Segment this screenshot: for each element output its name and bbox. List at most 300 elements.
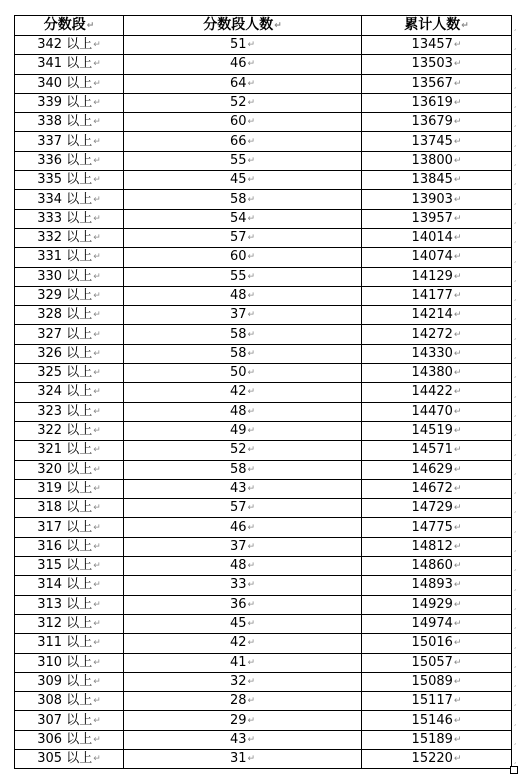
paragraph-mark-icon: ↵ bbox=[93, 213, 101, 224]
table-body bbox=[15, 36, 512, 769]
paragraph-mark-icon: ↵ bbox=[453, 175, 462, 186]
cell-score-range: 320 以上↵ bbox=[15, 460, 124, 479]
table-row bbox=[15, 421, 512, 440]
row-end-marks bbox=[513, 15, 525, 768]
paragraph-mark-icon: ↵ bbox=[247, 348, 256, 359]
cell-score-range: 322 以上↵ bbox=[15, 421, 124, 440]
cell-segment-count: 52↵ bbox=[124, 441, 362, 460]
paragraph-mark-icon: ↵ bbox=[93, 503, 101, 514]
cell-segment-count: 55↵ bbox=[124, 151, 362, 170]
cell-segment-count: 58↵ bbox=[124, 344, 362, 363]
paragraph-mark-icon: ↵ bbox=[453, 734, 462, 745]
paragraph-mark-icon: ↵ bbox=[247, 561, 256, 572]
cell-score-range: 318 以上↵ bbox=[15, 499, 124, 518]
cell-cumulative-count: 14129↵ bbox=[362, 267, 512, 286]
table-row bbox=[15, 402, 512, 421]
paragraph-mark-icon: ↵ bbox=[93, 715, 101, 726]
table-row bbox=[15, 267, 512, 286]
cell-cumulative-count: 13679↵ bbox=[362, 113, 512, 132]
paragraph-mark-icon: ↵ bbox=[247, 40, 256, 51]
row-end-mark-icon: ¸ bbox=[513, 311, 517, 321]
cell-cumulative-count: 15146↵ bbox=[362, 711, 512, 730]
paragraph-mark-icon: ↵ bbox=[247, 233, 256, 244]
cell-score-range: 311 以上↵ bbox=[15, 634, 124, 653]
row-end-mark-icon: ¸ bbox=[513, 253, 517, 263]
cell-score-range: 312 以上↵ bbox=[15, 614, 124, 633]
paragraph-mark-icon: ↵ bbox=[93, 734, 101, 745]
cell-cumulative-count: 14470↵ bbox=[362, 402, 512, 421]
paragraph-mark-icon: ↵ bbox=[247, 406, 256, 417]
cell-segment-count: 57↵ bbox=[124, 228, 362, 247]
row-end-mark-icon: ¸ bbox=[513, 658, 517, 668]
paragraph-mark-icon: ↵ bbox=[247, 387, 256, 398]
cell-segment-count: 37↵ bbox=[124, 537, 362, 556]
row-end-mark-icon: ¸ bbox=[513, 176, 517, 186]
cell-cumulative-count: 13903↵ bbox=[362, 190, 512, 209]
paragraph-mark-icon: ↵ bbox=[247, 638, 256, 649]
cell-cumulative-count: 14893↵ bbox=[362, 576, 512, 595]
cell-score-range: 340 以上↵ bbox=[15, 74, 124, 93]
paragraph-mark-icon: ↵ bbox=[247, 503, 256, 514]
paragraph-mark-icon: ↵ bbox=[247, 213, 256, 224]
cell-segment-count: 45↵ bbox=[124, 614, 362, 633]
cell-segment-count: 60↵ bbox=[124, 248, 362, 267]
cell-score-range: 329 以上↵ bbox=[15, 286, 124, 305]
row-end-mark-icon: ¸ bbox=[513, 118, 517, 128]
cell-segment-count: 57↵ bbox=[124, 499, 362, 518]
table-row bbox=[15, 306, 512, 325]
cell-cumulative-count: 14571↵ bbox=[362, 441, 512, 460]
cell-score-range: 310 以上↵ bbox=[15, 653, 124, 672]
paragraph-mark-icon: ↵ bbox=[247, 522, 256, 533]
cell-score-range: 307 以上↵ bbox=[15, 711, 124, 730]
paragraph-mark-icon: ↵ bbox=[453, 329, 462, 340]
table-row bbox=[15, 672, 512, 691]
cell-score-range: 333 以上↵ bbox=[15, 209, 124, 228]
table-row bbox=[15, 74, 512, 93]
paragraph-mark-icon: ↵ bbox=[93, 657, 101, 668]
table-row bbox=[15, 113, 512, 132]
cell-score-range: 306 以上↵ bbox=[15, 730, 124, 749]
table-row bbox=[15, 518, 512, 537]
paragraph-mark-icon: ↵ bbox=[93, 676, 101, 687]
cell-segment-count: 66↵ bbox=[124, 132, 362, 151]
paragraph-mark-icon: ↵ bbox=[247, 59, 256, 70]
paragraph-mark-icon: ↵ bbox=[453, 483, 462, 494]
cell-score-range: 305 以上↵ bbox=[15, 749, 124, 768]
paragraph-mark-icon: ↵ bbox=[274, 21, 282, 31]
cell-score-range: 308 以上↵ bbox=[15, 692, 124, 711]
paragraph-mark-icon: ↵ bbox=[453, 754, 462, 765]
cell-score-range: 319 以上↵ bbox=[15, 479, 124, 498]
paragraph-mark-icon: ↵ bbox=[247, 483, 256, 494]
cell-segment-count: 33↵ bbox=[124, 576, 362, 595]
row-end-mark-icon: ¸ bbox=[513, 562, 517, 572]
table-row bbox=[15, 248, 512, 267]
paragraph-mark-icon: ↵ bbox=[453, 657, 462, 668]
paragraph-mark-icon: ↵ bbox=[247, 464, 256, 475]
paragraph-mark-icon: ↵ bbox=[93, 271, 101, 282]
paragraph-mark-icon: ↵ bbox=[93, 117, 101, 128]
paragraph-mark-icon: ↵ bbox=[93, 464, 101, 475]
cell-segment-count: 48↵ bbox=[124, 286, 362, 305]
table-row bbox=[15, 151, 512, 170]
paragraph-mark-icon: ↵ bbox=[247, 368, 256, 379]
cell-score-range: 315 以上↵ bbox=[15, 557, 124, 576]
paragraph-mark-icon: ↵ bbox=[93, 329, 101, 340]
header-segment-count: 分数段人数↵ bbox=[124, 16, 362, 36]
cell-score-range: 332 以上↵ bbox=[15, 228, 124, 247]
paragraph-mark-icon: ↵ bbox=[247, 734, 256, 745]
table-row bbox=[15, 576, 512, 595]
paragraph-mark-icon: ↵ bbox=[453, 599, 462, 610]
row-end-mark-icon: ¸ bbox=[513, 79, 517, 89]
cell-segment-count: 58↵ bbox=[124, 460, 362, 479]
cell-segment-count: 29↵ bbox=[124, 711, 362, 730]
row-end-mark-icon: ¸ bbox=[513, 272, 517, 282]
paragraph-mark-icon: ↵ bbox=[453, 619, 462, 630]
row-end-mark-icon: ¸ bbox=[513, 41, 517, 51]
row-end-mark-icon: ¸ bbox=[513, 99, 517, 109]
cell-score-range: 339 以上↵ bbox=[15, 93, 124, 112]
paragraph-mark-icon: ↵ bbox=[247, 271, 256, 282]
paragraph-mark-icon: ↵ bbox=[247, 676, 256, 687]
paragraph-mark-icon: ↵ bbox=[93, 754, 101, 765]
paragraph-mark-icon: ↵ bbox=[247, 291, 256, 301]
cell-segment-count: 43↵ bbox=[124, 730, 362, 749]
paragraph-mark-icon: ↵ bbox=[453, 40, 462, 51]
cell-segment-count: 58↵ bbox=[124, 325, 362, 344]
table-row bbox=[15, 653, 512, 672]
table-row bbox=[15, 55, 512, 74]
row-end-mark-icon: ¸ bbox=[513, 639, 517, 649]
cell-score-range: 316 以上↵ bbox=[15, 537, 124, 556]
paragraph-mark-icon: ↵ bbox=[453, 233, 462, 244]
cell-segment-count: 50↵ bbox=[124, 364, 362, 383]
table-row bbox=[15, 749, 512, 768]
cell-cumulative-count: 14014↵ bbox=[362, 228, 512, 247]
cell-cumulative-count: 15016↵ bbox=[362, 634, 512, 653]
paragraph-mark-icon: ↵ bbox=[453, 117, 462, 128]
row-end-mark-icon: ¸ bbox=[513, 195, 517, 205]
cell-cumulative-count: 14214↵ bbox=[362, 306, 512, 325]
row-end-mark-icon: ¸ bbox=[513, 465, 517, 475]
cell-cumulative-count: 14860↵ bbox=[362, 557, 512, 576]
table-row bbox=[15, 36, 512, 55]
table-row bbox=[15, 711, 512, 730]
cell-cumulative-count: 15089↵ bbox=[362, 672, 512, 691]
cell-segment-count: 48↵ bbox=[124, 557, 362, 576]
cell-score-range: 321 以上↵ bbox=[15, 441, 124, 460]
row-end-mark-icon: ¸ bbox=[513, 292, 517, 302]
paragraph-mark-icon: ↵ bbox=[247, 175, 256, 186]
table-row bbox=[15, 614, 512, 633]
table-row bbox=[15, 286, 512, 305]
paragraph-mark-icon: ↵ bbox=[93, 78, 101, 89]
paragraph-mark-icon: ↵ bbox=[93, 445, 101, 456]
cell-cumulative-count: 13845↵ bbox=[362, 171, 512, 190]
paragraph-mark-icon: ↵ bbox=[247, 252, 256, 263]
cell-cumulative-count: 15220↵ bbox=[362, 749, 512, 768]
cell-cumulative-count: 14380↵ bbox=[362, 364, 512, 383]
paragraph-mark-icon: ↵ bbox=[93, 387, 101, 398]
cell-segment-count: 49↵ bbox=[124, 421, 362, 440]
cell-segment-count: 42↵ bbox=[124, 383, 362, 402]
paragraph-mark-icon: ↵ bbox=[453, 676, 462, 687]
cell-segment-count: 42↵ bbox=[124, 634, 362, 653]
row-end-mark-icon: ¸ bbox=[513, 581, 517, 591]
cell-cumulative-count: 14812↵ bbox=[362, 537, 512, 556]
paragraph-mark-icon: ↵ bbox=[461, 21, 469, 31]
paragraph-mark-icon: ↵ bbox=[247, 155, 256, 166]
paragraph-mark-icon: ↵ bbox=[247, 136, 256, 147]
paragraph-mark-icon: ↵ bbox=[453, 464, 462, 475]
cell-score-range: 313 以上↵ bbox=[15, 595, 124, 614]
cell-segment-count: 32↵ bbox=[124, 672, 362, 691]
paragraph-mark-icon: ↵ bbox=[93, 561, 101, 572]
row-end-mark-icon: ¸ bbox=[513, 620, 517, 630]
row-end-mark-icon: ¸ bbox=[513, 600, 517, 610]
paragraph-mark-icon: ↵ bbox=[93, 310, 101, 321]
cell-score-range: 327 以上↵ bbox=[15, 325, 124, 344]
paragraph-mark-icon: ↵ bbox=[93, 175, 101, 186]
paragraph-mark-icon: ↵ bbox=[93, 155, 101, 166]
paragraph-mark-icon: ↵ bbox=[247, 117, 256, 128]
cell-cumulative-count: 15117↵ bbox=[362, 692, 512, 711]
cell-score-range: 342 以上↵ bbox=[15, 36, 124, 55]
table-header-row bbox=[15, 16, 512, 36]
paragraph-mark-icon: ↵ bbox=[247, 657, 256, 668]
cell-cumulative-count: 14519↵ bbox=[362, 421, 512, 440]
cell-segment-count: 46↵ bbox=[124, 55, 362, 74]
cell-cumulative-count: 14672↵ bbox=[362, 479, 512, 498]
cell-score-range: 338 以上↵ bbox=[15, 113, 124, 132]
paragraph-mark-icon: ↵ bbox=[453, 310, 462, 321]
header-score-range: 分数段↵ bbox=[15, 16, 124, 36]
table-row bbox=[15, 692, 512, 711]
row-end-mark-icon: ¸ bbox=[513, 427, 517, 437]
paragraph-mark-icon: ↵ bbox=[93, 252, 101, 263]
cell-segment-count: 41↵ bbox=[124, 653, 362, 672]
cell-cumulative-count: 14074↵ bbox=[362, 248, 512, 267]
cell-score-range: 314 以上↵ bbox=[15, 576, 124, 595]
paragraph-mark-icon: ↵ bbox=[453, 252, 462, 263]
row-end-mark-icon: ¸ bbox=[513, 755, 517, 765]
cell-cumulative-count: 14330↵ bbox=[362, 344, 512, 363]
cell-segment-count: 31↵ bbox=[124, 749, 362, 768]
cell-cumulative-count: 14775↵ bbox=[362, 518, 512, 537]
cell-cumulative-count: 13619↵ bbox=[362, 93, 512, 112]
row-end-mark-icon: ¸ bbox=[513, 388, 517, 398]
cell-cumulative-count: 15189↵ bbox=[362, 730, 512, 749]
header-cumulative-count: 累计人数↵ bbox=[362, 16, 512, 36]
paragraph-mark-icon: ↵ bbox=[247, 715, 256, 726]
paragraph-mark-icon: ↵ bbox=[247, 696, 256, 707]
cell-cumulative-count: 14729↵ bbox=[362, 499, 512, 518]
table-row bbox=[15, 228, 512, 247]
cell-cumulative-count: 13800↵ bbox=[362, 151, 512, 170]
cell-cumulative-count: 14929↵ bbox=[362, 595, 512, 614]
paragraph-mark-icon: ↵ bbox=[453, 291, 462, 301]
cell-cumulative-count: 13503↵ bbox=[362, 55, 512, 74]
cell-score-range: 330 以上↵ bbox=[15, 267, 124, 286]
score-distribution-table bbox=[14, 15, 512, 769]
cell-segment-count: 52↵ bbox=[124, 93, 362, 112]
cell-segment-count: 45↵ bbox=[124, 171, 362, 190]
paragraph-mark-icon: ↵ bbox=[93, 638, 101, 649]
cell-score-range: 336 以上↵ bbox=[15, 151, 124, 170]
cell-score-range: 325 以上↵ bbox=[15, 364, 124, 383]
row-end-mark-icon: ¸ bbox=[513, 485, 517, 495]
table-row bbox=[15, 479, 512, 498]
row-end-mark-icon: ¸ bbox=[513, 137, 517, 147]
cell-score-range: 335 以上↵ bbox=[15, 171, 124, 190]
paragraph-mark-icon: ↵ bbox=[247, 310, 256, 321]
row-end-mark-icon: ¸ bbox=[513, 350, 517, 360]
cell-cumulative-count: 13567↵ bbox=[362, 74, 512, 93]
cell-segment-count: 46↵ bbox=[124, 518, 362, 537]
paragraph-mark-icon: ↵ bbox=[93, 483, 101, 494]
row-end-mark-icon: ¸ bbox=[513, 330, 517, 340]
table-row bbox=[15, 364, 512, 383]
cell-cumulative-count: 14974↵ bbox=[362, 614, 512, 633]
row-end-mark-icon: ¸ bbox=[513, 446, 517, 456]
table-row bbox=[15, 730, 512, 749]
table-row bbox=[15, 132, 512, 151]
paragraph-mark-icon: ↵ bbox=[247, 754, 256, 765]
paragraph-mark-icon: ↵ bbox=[86, 21, 95, 31]
paragraph-mark-icon: ↵ bbox=[93, 522, 101, 533]
cell-score-range: 328 以上↵ bbox=[15, 306, 124, 325]
cell-score-range: 324 以上↵ bbox=[15, 383, 124, 402]
cell-score-range: 309 以上↵ bbox=[15, 672, 124, 691]
paragraph-mark-icon: ↵ bbox=[453, 194, 462, 205]
table-row bbox=[15, 634, 512, 653]
paragraph-mark-icon: ↵ bbox=[247, 619, 256, 630]
table-row bbox=[15, 499, 512, 518]
row-end-mark-icon: ¸ bbox=[513, 22, 517, 31]
paragraph-mark-icon: ↵ bbox=[453, 696, 462, 707]
row-end-mark-icon: ¸ bbox=[513, 735, 517, 745]
table-row bbox=[15, 325, 512, 344]
table-row bbox=[15, 190, 512, 209]
cell-segment-count: 28↵ bbox=[124, 692, 362, 711]
cell-segment-count: 43↵ bbox=[124, 479, 362, 498]
paragraph-mark-icon: ↵ bbox=[247, 194, 256, 205]
paragraph-mark-icon: ↵ bbox=[453, 59, 462, 70]
row-end-mark-icon: ¸ bbox=[513, 523, 517, 533]
table-row bbox=[15, 595, 512, 614]
row-end-mark-icon: ¸ bbox=[513, 716, 517, 726]
table-row bbox=[15, 441, 512, 460]
cell-score-range: 334 以上↵ bbox=[15, 190, 124, 209]
paragraph-mark-icon: ↵ bbox=[93, 426, 101, 437]
cell-score-range: 331 以上↵ bbox=[15, 248, 124, 267]
cell-cumulative-count: 15057↵ bbox=[362, 653, 512, 672]
paragraph-mark-icon: ↵ bbox=[93, 233, 101, 244]
paragraph-mark-icon: ↵ bbox=[453, 561, 462, 572]
paragraph-mark-icon: ↵ bbox=[453, 426, 462, 437]
paragraph-mark-icon: ↵ bbox=[453, 503, 462, 514]
paragraph-mark-icon: ↵ bbox=[93, 136, 101, 147]
paragraph-mark-icon: ↵ bbox=[93, 599, 101, 610]
cell-segment-count: 36↵ bbox=[124, 595, 362, 614]
cell-cumulative-count: 13745↵ bbox=[362, 132, 512, 151]
table-row bbox=[15, 537, 512, 556]
paragraph-mark-icon: ↵ bbox=[247, 426, 256, 437]
row-end-mark-icon: ¸ bbox=[513, 214, 517, 224]
table-row bbox=[15, 209, 512, 228]
cell-cumulative-count: 14177↵ bbox=[362, 286, 512, 305]
row-end-mark-icon: ¸ bbox=[513, 697, 517, 707]
cell-segment-count: 58↵ bbox=[124, 190, 362, 209]
cell-segment-count: 64↵ bbox=[124, 74, 362, 93]
cell-segment-count: 60↵ bbox=[124, 113, 362, 132]
paragraph-mark-icon: ↵ bbox=[453, 580, 462, 591]
row-end-mark-icon: ¸ bbox=[513, 369, 517, 379]
paragraph-mark-icon: ↵ bbox=[453, 638, 462, 649]
paragraph-mark-icon: ↵ bbox=[93, 59, 101, 70]
paragraph-mark-icon: ↵ bbox=[93, 406, 101, 417]
paragraph-mark-icon: ↵ bbox=[93, 40, 101, 51]
paragraph-mark-icon: ↵ bbox=[453, 98, 462, 109]
paragraph-mark-icon: ↵ bbox=[247, 78, 256, 89]
table-row bbox=[15, 557, 512, 576]
paragraph-mark-icon: ↵ bbox=[453, 271, 462, 282]
cell-score-range: 326 以上↵ bbox=[15, 344, 124, 363]
paragraph-mark-icon: ↵ bbox=[247, 541, 256, 552]
row-end-mark-icon: ¸ bbox=[513, 157, 517, 167]
cell-cumulative-count: 13957↵ bbox=[362, 209, 512, 228]
paragraph-mark-icon: ↵ bbox=[453, 715, 462, 726]
cell-cumulative-count: 14629↵ bbox=[362, 460, 512, 479]
paragraph-mark-icon: ↵ bbox=[247, 580, 256, 591]
cell-cumulative-count: 14272↵ bbox=[362, 325, 512, 344]
cell-cumulative-count: 13457↵ bbox=[362, 36, 512, 55]
cell-segment-count: 37↵ bbox=[124, 306, 362, 325]
table-resize-handle[interactable] bbox=[510, 766, 518, 774]
paragraph-mark-icon: ↵ bbox=[453, 348, 462, 359]
cell-score-range: 317 以上↵ bbox=[15, 518, 124, 537]
paragraph-mark-icon: ↵ bbox=[93, 696, 101, 707]
paragraph-mark-icon: ↵ bbox=[453, 155, 462, 166]
row-end-mark-icon: ¸ bbox=[513, 407, 517, 417]
table-row bbox=[15, 93, 512, 112]
row-end-mark-icon: ¸ bbox=[513, 678, 517, 688]
paragraph-mark-icon: ↵ bbox=[93, 194, 101, 205]
paragraph-mark-icon: ↵ bbox=[93, 580, 101, 591]
paragraph-mark-icon: ↵ bbox=[453, 445, 462, 456]
cell-segment-count: 51↵ bbox=[124, 36, 362, 55]
paragraph-mark-icon: ↵ bbox=[453, 387, 462, 398]
cell-score-range: 323 以上↵ bbox=[15, 402, 124, 421]
row-end-mark-icon: ¸ bbox=[513, 543, 517, 553]
paragraph-mark-icon: ↵ bbox=[93, 291, 101, 301]
paragraph-mark-icon: ↵ bbox=[93, 619, 101, 630]
paragraph-mark-icon: ↵ bbox=[247, 98, 256, 109]
cell-segment-count: 54↵ bbox=[124, 209, 362, 228]
cell-segment-count: 48↵ bbox=[124, 402, 362, 421]
row-end-mark-icon: ¸ bbox=[513, 60, 517, 70]
row-end-mark-icon: ¸ bbox=[513, 234, 517, 244]
row-end-mark-icon: ¸ bbox=[513, 504, 517, 514]
paragraph-mark-icon: ↵ bbox=[453, 213, 462, 224]
paragraph-mark-icon: ↵ bbox=[93, 348, 101, 359]
paragraph-mark-icon: ↵ bbox=[453, 541, 462, 552]
paragraph-mark-icon: ↵ bbox=[453, 136, 462, 147]
paragraph-mark-icon: ↵ bbox=[93, 541, 101, 552]
paragraph-mark-icon: ↵ bbox=[453, 522, 462, 533]
